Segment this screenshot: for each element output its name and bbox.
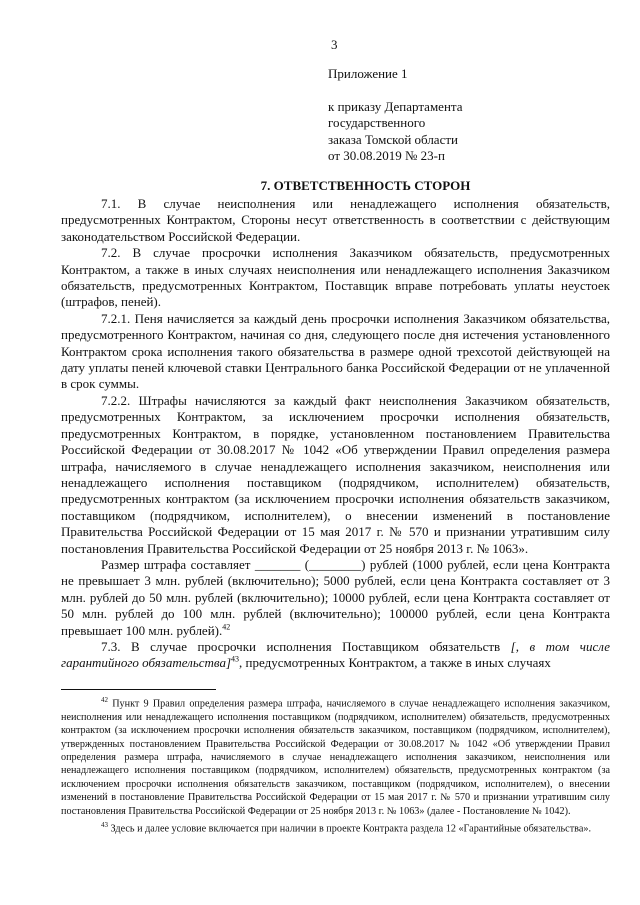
paragraph-penalty-amount (61, 557, 610, 639)
appendix-title: Приложение 1 (328, 66, 408, 81)
footnote-number: 42 (101, 696, 108, 704)
footnote-43 (61, 819, 610, 836)
footnote-number: 43 (101, 821, 108, 830)
paragraph-7-2-2: 7.2.2. Штрафы начисляются за каждый факт неисполнения Заказчиком обязательств, предусмотренных Контрактом, за исключением просрочки исполнения обязательств, предусмотренных Контрактом, в порядке, установленном постановлением Правительства Российской Федерации от 30.08.2017 № 1042 «Об утверждении Правил определения размера штрафа, начисляемого в случае ненадлежащего исполнения заказчиком, неисполнения или ненадлежащего исполнения поставщиком (подрядчиком, исполнителем) обязательств, предусмотренных контрактом (за исключением просрочки исполнения обязательств заказчиком, поставщиком (подрядчиком, исполнителем), о внесении изменений в постановление Правительства Российской Федерации от 15 мая 2017 г. № 570 и признании утратившим силу постановления Правительства Российской Федерации от 25 ноября 2013 г. № 1063». (61, 392, 610, 556)
section-responsibility (61, 178, 610, 672)
paragraph-7-3 (61, 639, 610, 672)
section-title: 7. ОТВЕТСТВЕННОСТЬ СТОРОН (260, 178, 471, 193)
paragraph-7-1: 7.1. В случае неисполнения или ненадлежащего исполнения обязательств, предусмотренных Контрактом, Стороны несут ответственность в соответствии с действующим законодательством Российской Федерации. (61, 196, 610, 244)
page-number: 3 (331, 37, 338, 52)
footnote-text: Пункт 9 Правил определения размера штрафа, начисляемого в случае ненадлежащего исполнения заказчиком, неисполнения или ненадлежащего исполнения поставщиком (подрядчиком, исполнителем) обязательств, предусмотренных контрактом (за исключением просрочки исполнения обязательств заказчиком, поставщиком (подрядчиком, исполнителем), утвержденных постановлением Правительства Российской Федерации от 30.08.2017 № 1042 «Об утверждении Правил определения размера штрафа, начисляемого в случае ненадлежащего исполнения заказчиком, неисполнения или ненадлежащего исполнения поставщиком (подрядчиком, исполнителем) обязательств, предусмотренных контрактом (за исключением просрочки исполнения обязательств заказчиком, поставщиком (подрядчиком, исполнителем), о внесении изменений в постановление Правительства Российской Федерации от 15 мая 2017 г. № 570 и признании утратившим силу постановления Правительства Российской Федерации от 25 ноября 2013 г. № 1063» (далее - Постановление № 1042). (61, 698, 611, 817)
paragraph-7-2: 7.2. В случае просрочки исполнения Заказчиком обязательств, предусмотренных Контрактом, а также в иных случаях неисполнения или ненадлежащего исполнения Заказчиком обязательств, предусмотренных Контрактом, Поставщик вправе потребовать уплаты неустоек (штрафов, пеней). (61, 245, 610, 310)
footnote-separator (61, 689, 216, 690)
appendix-line: государственного (328, 115, 426, 130)
footnotes (61, 694, 610, 837)
paragraph-7-3-start: 7.3. В случае просрочки исполнения Поставщиком обязательств (101, 638, 511, 654)
paragraph-7-3-italic: [, в том числе гарантийного обязательства] (61, 638, 610, 671)
appendix-gap (328, 83, 598, 99)
appendix-date: от 30.08.2019 № 23-п (328, 148, 445, 163)
penalty-text: Размер штрафа составляет _______ (________) рублей (1000 рублей, если цена Контракта не превышает 3 млн. рублей (включительно); 5000 рублей, если цена Контракта составляет от 3 млн. рублей до 50 млн. рублей (включительно); 10000 рублей, если цена Контракта составляет от 50 млн. рублей до 100 млн. рублей (включительно); 100000 рублей, если цена Контракта превышает 100 млн. рублей). (61, 556, 610, 638)
paragraph-7-3-end: , предусмотренных Контрактом, а также в иных случаях (239, 655, 551, 671)
paragraph-7-2-1: 7.2.1. Пеня начисляется за каждый день просрочки исполнения Заказчиком обязательства, предусмотренного Контрактом, начиная со дня, следующего после дня истечения установленного Контрактом срока исполнения такого обязательства в размере одной трехсотой действующей на дату уплаты пеней ключевой ставки Центрального банка Российской Федерации от не уплаченной в срок суммы. (61, 310, 610, 392)
footnote-text: Здесь и далее условие включается при наличии в проекте Контракта раздела 12 «Гарантийные обязательства». (110, 823, 591, 835)
appendix-line: заказа Томской области (328, 131, 458, 147)
footnote-ref-42[interactable]: 42 (222, 622, 231, 632)
appendix-line: к приказу Департамента (328, 98, 463, 114)
footnote-42 (61, 694, 610, 818)
footnote-ref-43[interactable]: 43 (231, 655, 240, 665)
appendix-header (328, 66, 598, 165)
